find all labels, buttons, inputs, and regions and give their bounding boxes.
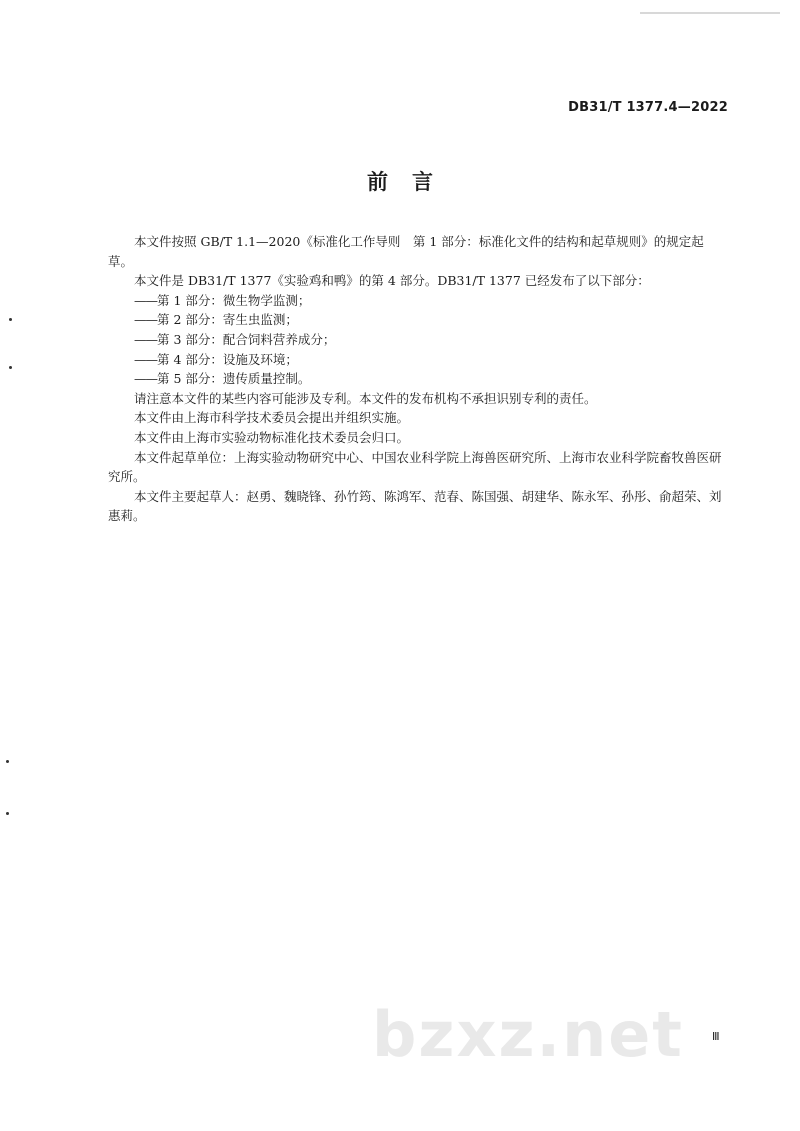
list-dash: ——	[134, 292, 157, 308]
scan-margin-dot	[9, 318, 12, 321]
list-item-text: 第 2 部分：寄生虫监测；	[157, 312, 298, 328]
list-item-text: 第 4 部分：设施及环境；	[157, 351, 298, 367]
paragraph-series-intro: 本文件是 DB31/T 1377《实验鸡和鸭》的第 4 部分。DB31/T 1377 已经发布了以下部分：	[134, 273, 650, 289]
scan-margin-dot	[6, 812, 9, 815]
scan-edge-line	[640, 12, 780, 14]
scan-margin-dot	[6, 760, 9, 763]
list-dash: ——	[134, 351, 157, 367]
paragraph-patent-notice: 请注意本文件的某些内容可能涉及专利。本文件的发布机构不承担识别专利的责任。	[134, 390, 597, 406]
paragraph-committee: 本文件由上海市实验动物标准化技术委员会归口。	[134, 429, 410, 445]
scan-margin-dot	[9, 366, 12, 369]
list-item-part-4	[108, 350, 728, 370]
list-dash: ——	[134, 331, 157, 347]
document-code: DB31/T 1377.4—2022	[568, 100, 728, 115]
paragraph-drafters: 本文件主要起草人：赵勇、魏晓锋、孙竹筠、陈鸿军、范春、陈国强、胡建华、陈永军、孙彤、俞超荣、刘惠莉。	[108, 488, 722, 524]
page-title: 前言	[367, 170, 457, 194]
foreword-body	[108, 232, 728, 526]
list-item-part-3	[108, 330, 728, 350]
list-dash: ——	[134, 312, 157, 328]
list-item-part-1	[108, 291, 728, 311]
list-item-text: 第 3 部分：配合饲料营养成分；	[157, 331, 336, 347]
list-item-text: 第 1 部分：微生物学监测；	[157, 292, 311, 308]
list-item-part-2	[108, 310, 728, 330]
page-number: Ⅲ	[712, 1030, 720, 1043]
list-item-part-5	[108, 369, 728, 389]
paragraph-drafting-units: 本文件起草单位：上海实验动物研究中心、中国农业科学院上海兽医研究所、上海市农业科学院畜牧兽医研究所。	[108, 449, 722, 485]
list-item-text: 第 5 部分：遗传质量控制。	[157, 371, 311, 387]
paragraph-drafting-basis: 本文件按照 GB/T 1.1—2020《标准化工作导则 第 1 部分：标准化文件的结构和起草规则》的规定起草。	[108, 234, 704, 269]
list-dash: ——	[134, 371, 157, 387]
paragraph-proposer: 本文件由上海市科学技术委员会提出并组织实施。	[134, 410, 410, 426]
watermark: bzxz.net	[372, 998, 684, 1071]
